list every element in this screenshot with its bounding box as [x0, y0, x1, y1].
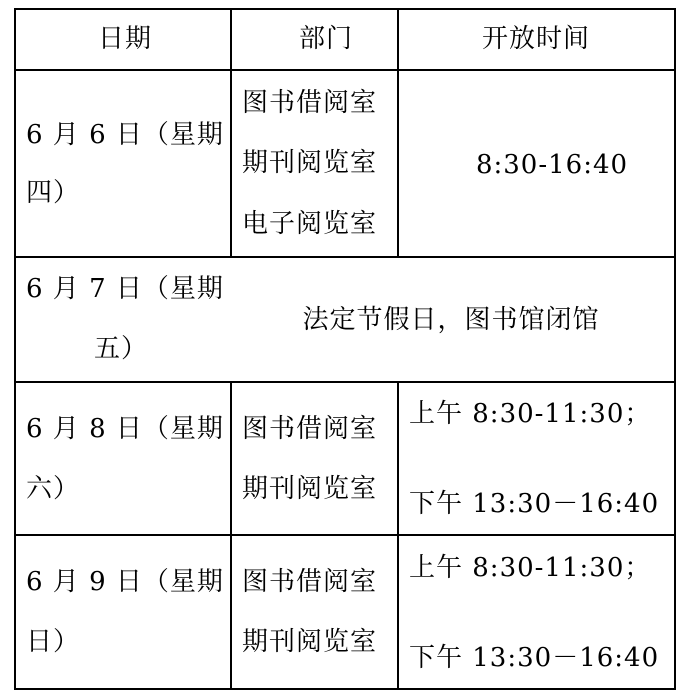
col-divider-1-top	[230, 8, 232, 257]
row3-hours-am: 上午 8:30-11:30；	[409, 399, 652, 429]
row4-hours-pm: 下午 13:30－16:40	[409, 643, 660, 673]
col-divider-1-bottom	[230, 381, 232, 689]
row4-hours-am: 上午 8:30-11:30；	[409, 553, 652, 583]
row3-date-line1: 6 月 8 日（星期	[26, 414, 224, 444]
col-divider-2-top	[397, 8, 399, 257]
header-date: 日期	[97, 24, 153, 54]
row3-department-1: 图书借阅室	[242, 414, 378, 444]
row3-date-line2: 六）	[26, 474, 81, 504]
row3-hours-pm: 下午 13:30－16:40	[409, 489, 660, 519]
table-border-left	[14, 8, 16, 689]
row-divider-2	[14, 381, 676, 383]
col-divider-2-bottom	[397, 381, 399, 689]
row1-date-line2: 四）	[26, 178, 81, 208]
row4-date-line2: 日）	[26, 627, 81, 657]
row-divider-1	[14, 256, 676, 258]
header-department: 部门	[298, 24, 354, 54]
table-border-top	[14, 8, 676, 10]
table-border-right	[674, 8, 676, 689]
row2-date-line2: 五）	[94, 334, 149, 364]
row1-department-1: 图书借阅室	[242, 88, 378, 118]
row4-department-2: 期刊阅览室	[242, 627, 378, 657]
row2-date-line1: 6 月 7 日（星期	[26, 274, 224, 304]
row3-department-2: 期刊阅览室	[242, 474, 378, 504]
row4-department-1: 图书借阅室	[242, 567, 378, 597]
row4-date-line1: 6 月 9 日（星期	[26, 567, 224, 597]
row-divider-3	[14, 534, 676, 536]
schedule-table	[14, 8, 676, 690]
row1-hours: 8:30-16:40	[475, 150, 629, 180]
row1-department-3: 电子阅览室	[242, 209, 378, 239]
row1-department-2: 期刊阅览室	[242, 148, 378, 178]
header-hours: 开放时间	[481, 24, 591, 54]
header-divider	[14, 69, 676, 71]
table-border-bottom	[14, 688, 676, 690]
row2-closed-notice: 法定节假日，图书馆闭馆	[302, 305, 600, 335]
row1-date-line1: 6 月 6 日（星期	[26, 120, 224, 150]
